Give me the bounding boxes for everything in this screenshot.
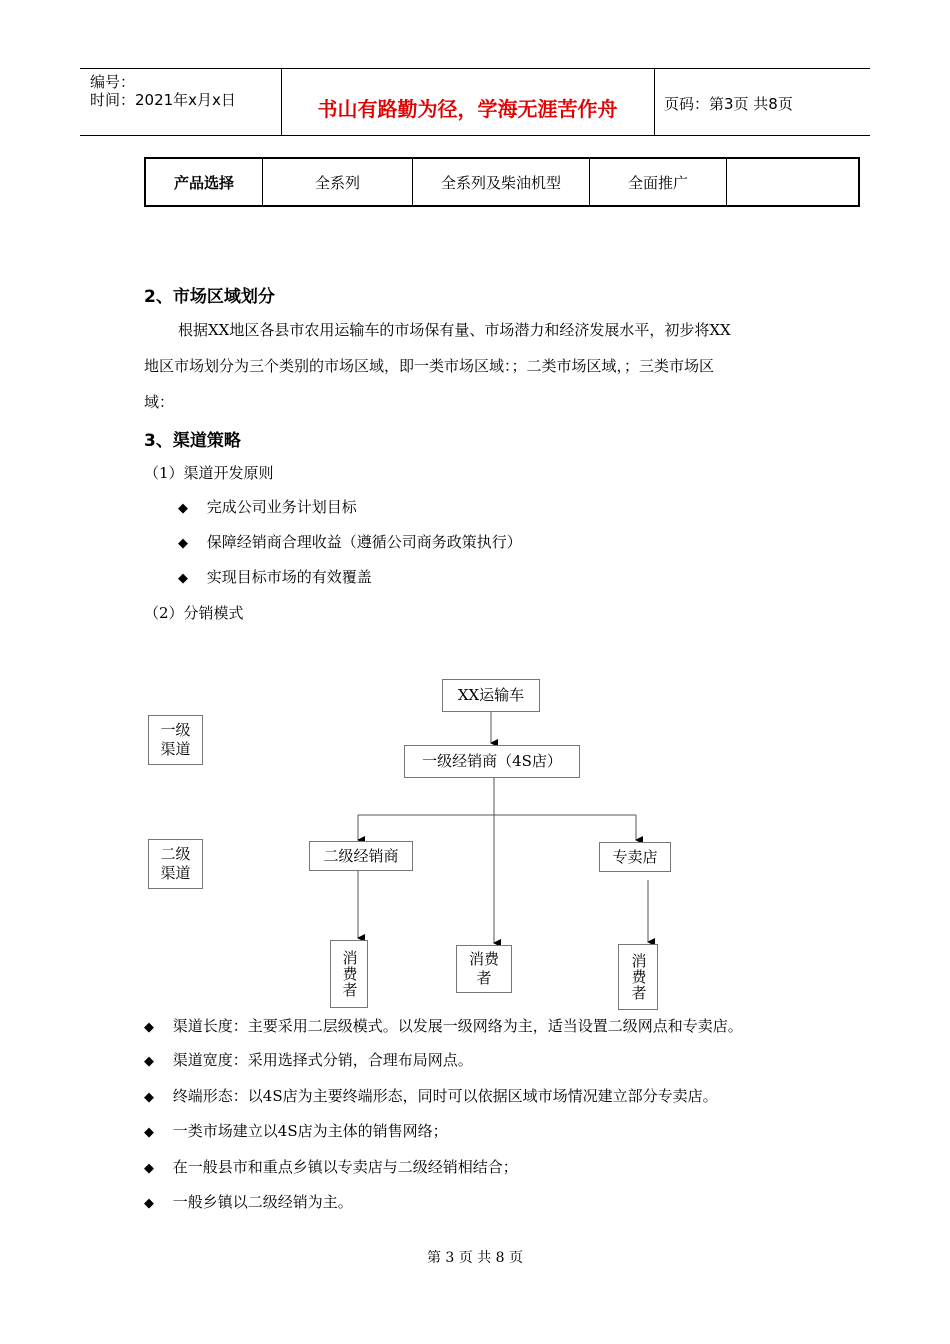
diamond-bullet-icon: ◆	[144, 1054, 154, 1069]
diamond-bullet-icon: ◆	[144, 1125, 154, 1140]
list-item	[144, 1016, 743, 1038]
document-number-label: 编号：	[90, 73, 136, 91]
table-cell-product-selection: 产品选择	[145, 158, 263, 206]
list-item-text: 保障经销商合理收益（遵循公司商务政策执行）	[206, 533, 522, 551]
diagram-node-level1-dealer: 一级经销商（4S店）	[404, 745, 580, 778]
diamond-bullet-icon: ◆	[144, 1196, 154, 1211]
list-item-text: 渠道宽度：采用选择式分销，合理布局网点。	[172, 1051, 473, 1069]
section-2-para-line3: 域：	[144, 393, 175, 411]
subsection-distribution-model: （2）分销模式	[144, 604, 244, 622]
list-item	[144, 1121, 448, 1143]
section-2-para-line2: 地区市场划分为三个类别的市场区域，即一类市场区域：；二类市场区域，；三类市场区	[144, 357, 715, 375]
channel-label-text: 二级渠道	[160, 845, 191, 882]
table-cell-full-series: 全系列	[263, 158, 413, 206]
list-item-text: 完成公司业务计划目标	[206, 498, 357, 516]
diagram-node-specialty-store: 专卖店	[599, 842, 671, 872]
subsection-channel-principles: （1）渠道开发原则	[144, 464, 274, 482]
document-time-label: 时间：2021年x月x日	[90, 91, 236, 109]
list-item-text: 实现目标市场的有效覆盖	[206, 568, 372, 586]
channel-label-level1	[148, 715, 203, 765]
section-3-heading: 3、渠道策略	[144, 431, 241, 451]
list-item-text: 一般乡镇以二级经销为主。	[172, 1193, 353, 1211]
channel-label-text: 一级渠道	[160, 721, 191, 758]
header-page-label: 页码：第3页 共8页	[664, 95, 793, 113]
diagram-node-consumer-left: 消费者	[330, 940, 368, 1008]
list-item	[144, 1086, 718, 1108]
diamond-bullet-icon: ◆	[178, 536, 188, 551]
page-footer: 第 3 页 共 8 页	[426, 1250, 524, 1266]
table-cell-full-promotion: 全面推广	[590, 158, 727, 206]
table-cell-full-series-diesel: 全系列及柴油机型	[413, 158, 590, 206]
consumer-label: 消费者	[468, 950, 499, 987]
list-item	[144, 1192, 353, 1214]
section-2-para-line1: 根据XX地区各县市农用运输车的市场保有量、市场潜力和经济发展水平，初步将XX	[178, 321, 731, 339]
section-2-heading: 2、市场区域划分	[144, 287, 275, 307]
diamond-bullet-icon: ◆	[178, 571, 188, 586]
diagram-node-level2-dealer: 二级经销商	[309, 841, 413, 871]
header-motto: 书山有路勤为径，学海无涯苦作舟	[317, 97, 618, 121]
list-item-text: 终端形态：以4S店为主要终端形态，同时可以依据区域市场情况建立部分专卖店。	[172, 1087, 718, 1105]
diamond-bullet-icon: ◆	[144, 1020, 154, 1035]
diamond-bullet-icon: ◆	[144, 1161, 154, 1176]
list-item-text: 在一般县市和重点乡镇以专卖店与二级经销相结合；	[172, 1158, 518, 1176]
channel-label-level2	[148, 839, 203, 889]
list-item	[144, 1050, 473, 1072]
diagram-node-xx-vehicle: XX运输车	[442, 679, 540, 712]
diagram-node-consumer-right: 消费者	[618, 944, 658, 1010]
list-item-text: 渠道长度：主要采用二层级模式。以发展一级网络为主，适当设置二级网点和专卖店。	[172, 1017, 743, 1035]
list-item	[144, 1157, 518, 1179]
diamond-bullet-icon: ◆	[144, 1090, 154, 1105]
list-item-text: 一类市场建立以4S店为主体的销售网络；	[172, 1122, 448, 1140]
diamond-bullet-icon: ◆	[178, 501, 188, 516]
diagram-node-consumer-center	[456, 945, 512, 993]
